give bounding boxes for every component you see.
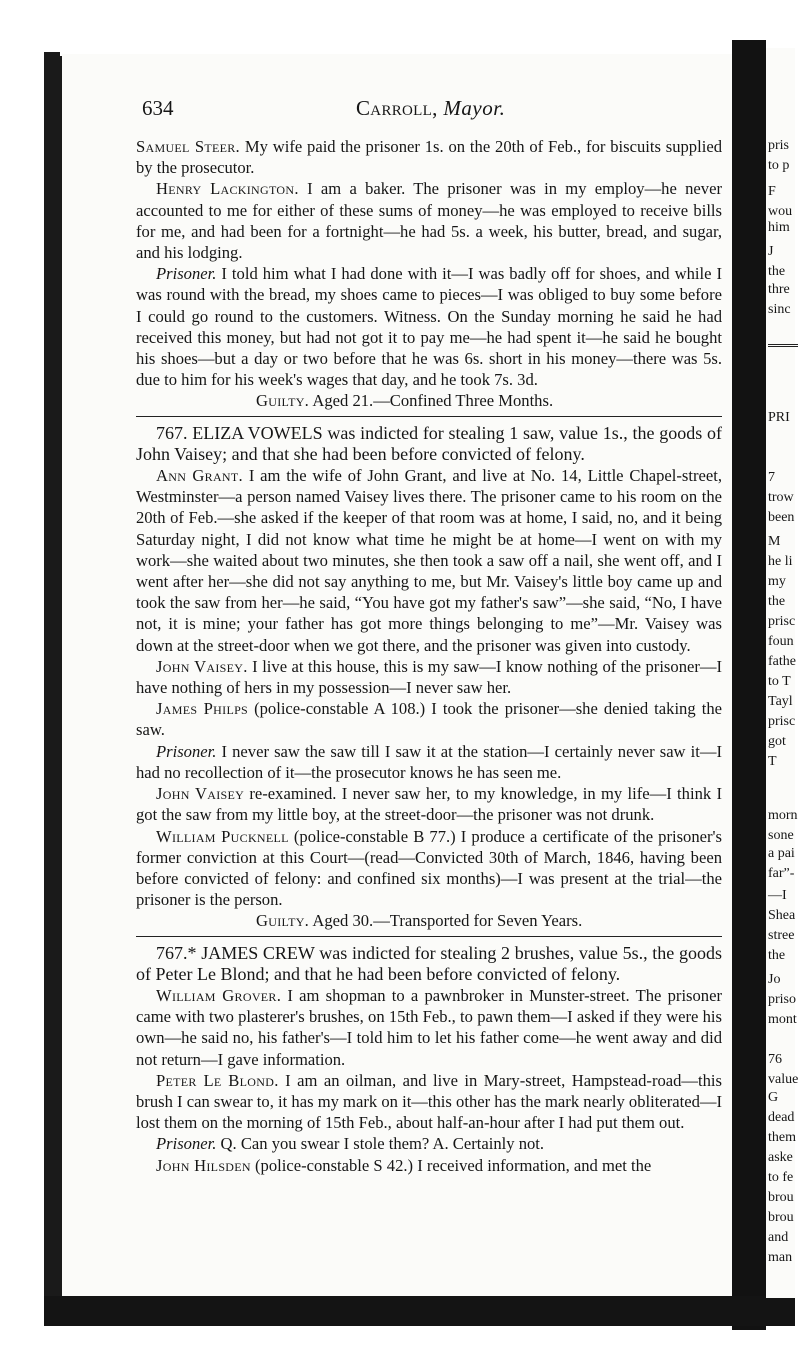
testimony-paragraph [136,136,722,178]
facing-page-line: brou [768,1210,794,1225]
facing-page-line: dead [768,1110,795,1125]
facing-page-line: prisc [768,714,796,729]
speaker-name: William Grover. [156,985,282,1005]
facing-page-line: the [768,948,786,963]
facing-page-line: foun [768,634,794,649]
speaker-name: Prisoner. [156,741,217,761]
speaker-name: Ann Grant. [156,466,243,486]
case-number: 767. [156,422,188,443]
facing-page-line: he li [768,554,793,569]
facing-page-line: wou [768,204,793,219]
facing-page-line: mont [768,1012,797,1027]
page-header [142,96,722,126]
verdict-label: Guilty. [256,391,310,411]
facing-page-line: thre [768,282,790,297]
facing-page-line: to T [768,674,791,689]
facing-page-rule [768,344,798,347]
testimony-paragraph [136,698,722,740]
testimony-paragraph [136,1155,722,1176]
facing-page-line: fathe [768,654,796,669]
facing-page-line: Jo [768,972,781,987]
verdict-label: Guilty. [256,911,310,931]
page-body-text [136,136,722,1176]
running-head [356,96,505,121]
testimony-text: re-examined. I never saw her, to my knowledge, in my life—I think I got the saw from my little boy, at the street-door—the prisoner was not drunk. [136,784,722,825]
speaker-name: Peter Le Blond. [156,1070,279,1090]
speaker-name: William Pucknell [156,826,289,846]
testimony-paragraph [136,826,722,911]
facing-page-line: Tayl [768,694,793,709]
testimony-paragraph [136,1133,722,1154]
scan-top-margin [60,30,795,56]
testimony-text: I live at this house, this is my saw—I know nothing of the prisoner—I have nothing of hers in my possession—I never saw her. [136,656,722,698]
facing-page-line: stree [768,928,795,943]
scan-margin [0,0,46,1358]
testimony-text: I am an oilman, and live in Mary-street, Hampstead-road—this brush I can swear to, it has my mark on it—this other has the mark nearly obliterated—I lost them on the morning of 15th Feb., about half-an-hour after I had put them out. [136,1070,723,1133]
testimony-paragraph [136,263,722,390]
testimony-paragraph [136,1070,722,1134]
book-gutter-shadow [732,40,766,1330]
testimony-text: (police-constable S 42.) I received information, and met the [250,1155,652,1175]
testimony-paragraph [136,656,722,698]
facing-page-line: prisc [768,614,796,629]
facing-page-fragment [766,48,798,1298]
case-heading [136,423,722,465]
facing-page-line: 7 [768,470,775,485]
facing-page-line: value [768,1072,798,1087]
testimony-paragraph [136,741,722,783]
testimony-paragraph [136,783,722,825]
testimony-text: I never saw the saw till I saw it at the station—I certainly never saw it—I had no recollection of it—the prosecutor knows he has seen me. [136,741,722,782]
speaker-name: Samuel Steer. [136,137,240,156]
facing-page-line: J [768,244,774,259]
facing-page-line: and [768,1230,789,1245]
testimony-paragraph [136,985,722,1070]
facing-page-line: 76 [768,1052,782,1067]
facing-page-line: G [768,1090,779,1105]
facing-page-line: him [768,220,790,235]
speaker-name: John Hilsden [156,1155,251,1175]
testimony-text: My wife paid the prisoner 1s. on the 20th of Feb., for biscuits supplied by the prosecutor. [136,137,722,178]
case-indictment: JAMES CREW was indicted for stealing 2 brushes, value 5s., the goods of Peter Le Blond; and that he had been before convicted of felony. [136,942,722,984]
speaker-name: Prisoner. [156,1134,217,1154]
facing-page-line: got [768,734,786,749]
testimony-text: I told him what I had done with it—I was badly off for shoes, and while I was round with the bread, my shoes came to pieces—I was obliged to buy some before I could go round to the customers. Witness. On the Sunday morning he said he had received this money, but had not got it to pay me—he had spent it—he said he bought his shoes—but a day or two before that he was 6s. short in his money—there was 5s. due to him for his week's wages that day, and he took 7s. 3d. [136,264,722,390]
facing-page-line: aske [768,1150,793,1165]
facing-page-line: them [768,1130,796,1145]
speaker-name: James Philps [156,699,249,719]
facing-page-line: a pai [768,846,795,861]
facing-page-line: trow [768,490,794,505]
facing-page-line: my [768,574,786,589]
case-indictment: ELIZA VOWELS was indicted for stealing 1 saw, value 1s., the goods of John Vaisey; and that she had been before convicted of felony. [136,422,722,464]
speaker-name: John Vaisey. [156,656,248,676]
page-number: 634 [142,96,174,120]
facing-page-line: M [768,534,781,549]
facing-page-line: priso [768,992,796,1007]
facing-page-line: T [768,754,777,769]
testimony-text: I am a baker. The prisoner was in my employ—he never accounted to me for either of these sums of money—he was employed to receive bills for me, and had been for a fortnight—he had 5s. a week, his butter, bread, and sugar, and his lodging. [136,179,722,263]
facing-page-line: morn [768,808,798,823]
testimony-text: (police-constable B 77.) I produce a certificate of the prisoner's former conviction at this Court—(read—Convicted 30th of March, 1846, having been before convicted of felony: and confined six months)—I was present at the trial—the prisoner is the person. [136,826,722,910]
facing-page-line: far”- [768,866,795,881]
facing-page-line: F [768,184,776,199]
section-rule [136,936,722,937]
facing-page-line: PRI [768,410,790,425]
testimony-paragraph [136,465,722,656]
case-number: 767.* [156,942,197,963]
facing-page-line: been [768,510,795,525]
testimony-text: I am the wife of John Grant, and live at No. 14, Little Chapel-street, Westminster—a person named Vaisey lives there. The prisoner came to his room on the 20th of Feb.—she asked if the keeper of that room was at home, I said, no, and it being Saturday night, I did not know what time he might be at home—I went on with my work—she waited about two minutes, she then took a saw off a nail, she went off, and I went after her—she did not say anything to me, but Mr. Vaisey's little boy came up and took the saw from her—he said, “You have got my father's saw”—she said, “No, I have not, it is mine; your father has got more things belonging to me”—Mr. Vaisey was down at the street-door when we got there, and the prisoner was given into custody. [136,466,722,655]
testimony-text: (police-constable A 108.) I took the prisoner—she denied taking the saw. [136,699,722,740]
facing-page-line: Shea [768,908,796,923]
facing-page-line: the [768,264,786,279]
facing-page-line: pris [768,138,789,153]
facing-page-line: the [768,594,786,609]
speaker-name: Henry Lackington. [156,179,299,199]
facing-page-line: to p [768,158,790,173]
book-bottom-shadow [44,1296,795,1326]
testimony-text: Q. Can you swear I stole them? A. Certainly not. [216,1134,545,1154]
facing-page-line: brou [768,1190,794,1205]
speaker-name: John Vaisey [156,784,245,804]
section-rule [136,416,722,417]
verdict-sentence: Aged 30.—Transported for Seven Years. [309,911,583,931]
testimony-paragraph [136,178,722,263]
case-heading [136,943,722,985]
testimony-text: I am shopman to a pawnbroker in Munster-street. The prisoner came with two plasterer's brushes, on 15th Feb., to pawn them—I asked if they were his own—he said no, his father's—I told him to let his father come—he went away and did not return—I gave information. [136,985,722,1069]
facing-page-line: —I [768,888,787,903]
book-spine-shadow [44,52,62,1322]
verdict-sentence: Aged 21.—Confined Three Months. [309,391,554,411]
facing-page-line: man [768,1250,793,1265]
running-head-name: Carroll, [356,96,438,120]
facing-page-line: to fe [768,1170,794,1185]
running-head-title: Mayor. [443,96,506,120]
verdict-line [136,910,722,931]
verdict-line [136,390,722,411]
speaker-name: Prisoner. [156,264,217,284]
facing-page-line: sinc [768,302,791,317]
facing-page-line: sone [768,828,794,843]
